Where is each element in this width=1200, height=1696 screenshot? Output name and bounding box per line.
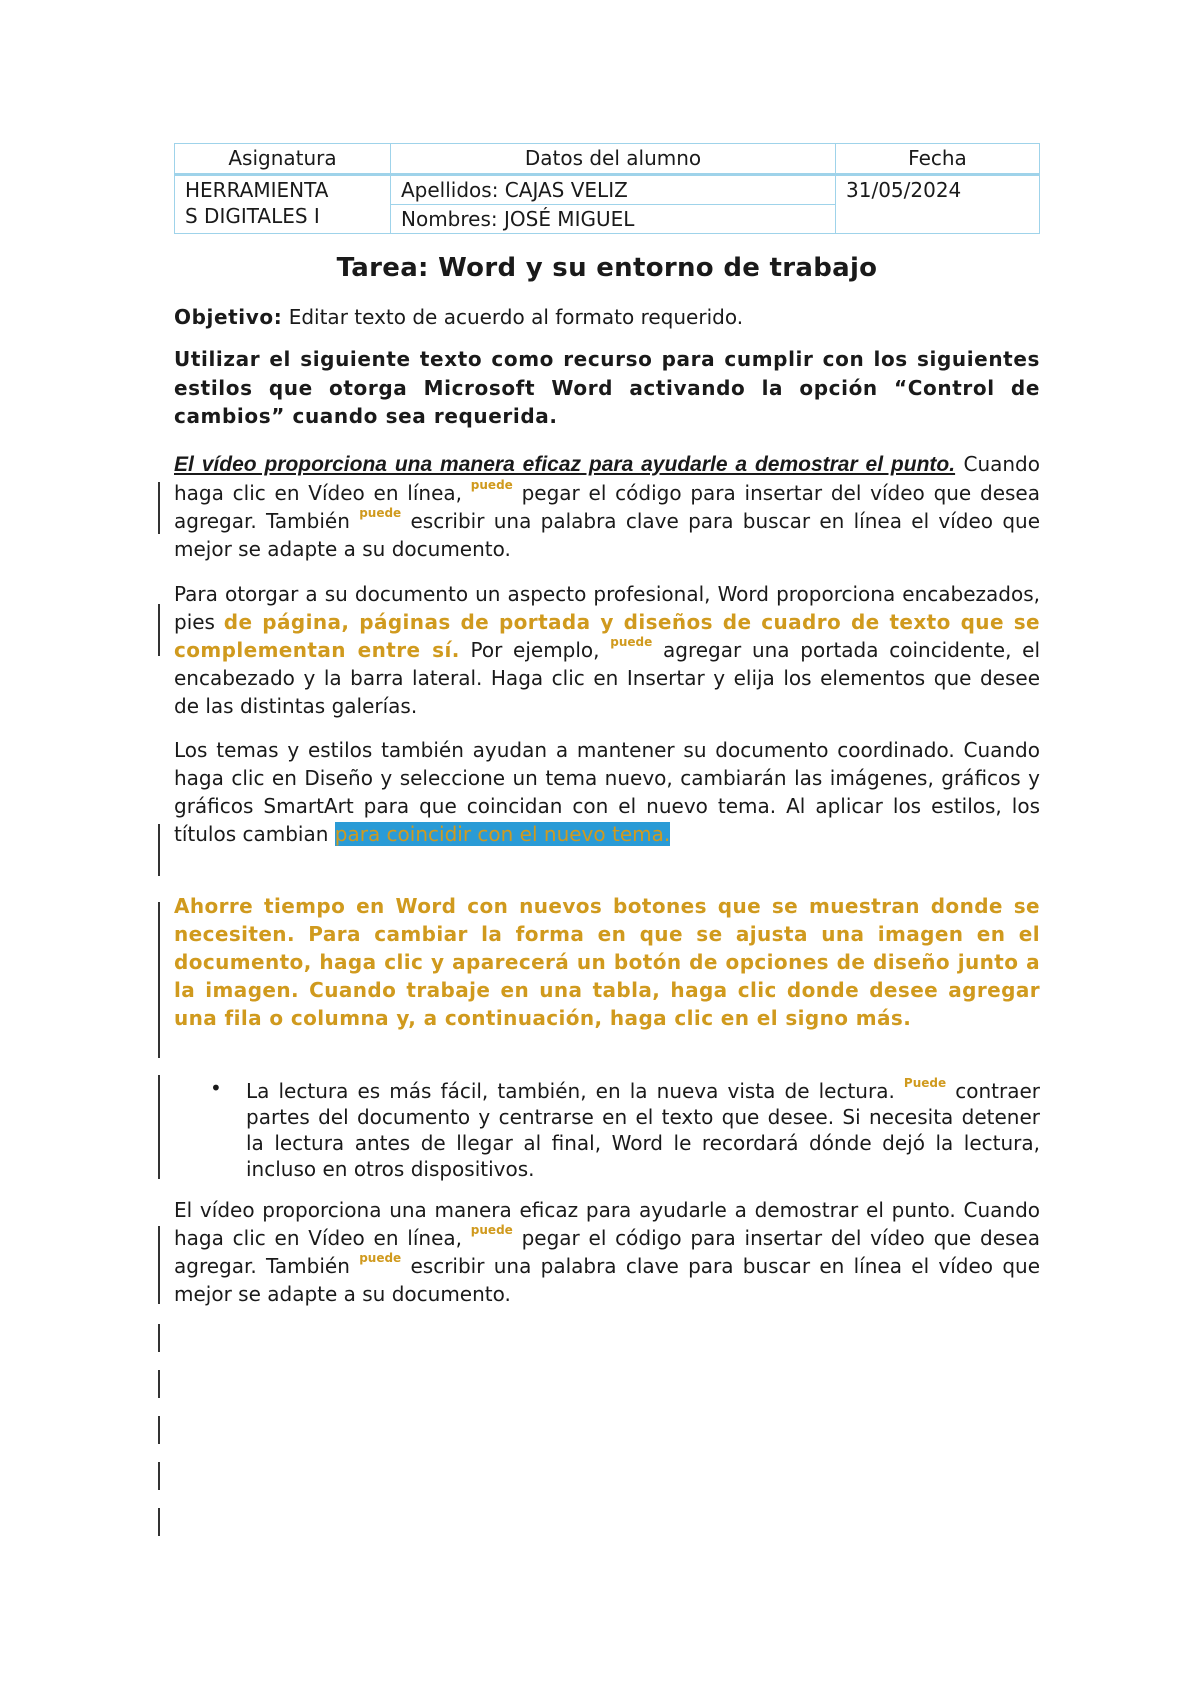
header-subject-label: Asignatura [175,144,391,175]
formatted-text-run: de página, páginas de portada y diseños de cuadro de texto que se complementan entre sí. [174,610,1040,662]
text-run: La lectura es más fácil, también, en la nueva vista de lectura. [246,1079,904,1103]
document-title: Tarea: Word y su entorno de trabajo [336,253,878,283]
change-bar [158,1226,160,1304]
text-run: pegar el código para insertar del vídeo que desea agregar. También [174,481,1040,533]
text-run: pegar el código para insertar del vídeo que desea agregar. También [174,1226,1040,1278]
change-bar [158,1462,160,1490]
header-date-label: Fecha [836,144,1040,175]
objective-label: Objetivo: [174,305,283,329]
inserted-word: puede [470,1223,513,1237]
change-bar [158,604,160,656]
text-run: escribir una palabra clave para buscar en línea el vídeo que mejor se adapte a su documento. [174,509,1040,561]
paragraph-1 [174,450,1040,563]
change-bar [158,482,160,534]
emphasized-sentence: El vídeo proporciona una manera eficaz para ayudarle a demostrar el punto. [174,453,956,476]
instructions-paragraph: Utilizar el siguiente texto como recurso para cumplir con los siguientes estilos que otorga Microsoft Word activando la opción “Control de cambios” cuando sea requerida. [174,347,1040,428]
subject-line-2: S DIGITALES I [185,204,320,228]
objective-paragraph [174,303,1040,331]
text-run: escribir una palabra clave para buscar en línea el vídeo que mejor se adapte a su documento. [174,1254,1040,1306]
paragraph-2 [174,580,1040,720]
change-bar [158,824,160,876]
inserted-word: Puede [903,1076,947,1090]
inserted-word: puede [359,1251,402,1265]
inserted-word: puede [359,506,402,520]
change-bar [158,1324,160,1352]
header-table [174,143,1040,234]
change-bar [158,1508,160,1536]
subject-value [175,175,391,234]
change-bar [158,1075,160,1179]
header-student-label: Datos del alumno [391,144,836,175]
text-run: Por ejemplo, [459,638,611,662]
highlighted-text: para coincidir con el nuevo tema. [334,822,671,846]
text-run: agregar una portada coincidente, el encabezado y la barra lateral. Haga clic en Insertar y elija los elementos que desee de las distintas galerías. [174,638,1041,718]
change-bar [158,902,160,1058]
text-run: Cuando haga clic en Vídeo en línea, [174,452,1040,505]
inserted-word: puede [470,478,513,492]
date-value: 31/05/2024 [836,175,1040,234]
text-run: contraer partes del documento y centrarse en el texto que desee. Si necesita detener la lectura antes de llegar al final, Word le recordará dónde dejó la lectura, incluso en otros dispositivos. [246,1079,1040,1181]
bullet-item [246,1078,1040,1182]
subject-line-1: HERRAMIENTA [185,178,329,202]
paragraph-4: Ahorre tiempo en Word con nuevos botones que se muestran donde se necesiten. Para cambiar la forma en que se ajusta una imagen en el documento, haga clic y aparecerá un botón de opciones de diseño junto a la imagen. Cuando trabaje en una tabla, haga clic donde desee agregar una fila o columna y, a continuación, haga clic en el signo más. [174,894,1040,1030]
text-run: Los temas y estilos también ayudan a mantener su documento coordinado. Cuando haga clic en Diseño y seleccione un tema nuevo, cambiarán las imágenes, gráficos y gráficos SmartArt para que coincidan con el nuevo tema. Al aplicar los estilos, los títulos cambian [174,738,1040,846]
text-run: El vídeo proporciona una manera eficaz para ayudarle a demostrar el punto. Cuando haga clic en Vídeo en línea, [174,1198,1040,1250]
change-bar [158,1416,160,1444]
change-bar [158,1370,160,1398]
paragraph-5 [174,1196,1040,1308]
objective-text: Editar texto de acuerdo al formato requerido. [282,305,744,329]
nombres-value: Nombres: JOSÉ MIGUEL [391,205,836,234]
inserted-word: puede [610,635,653,649]
apellidos-value: Apellidos: CAJAS VELIZ [391,175,836,205]
text-run: Para otorgar a su documento un aspecto profesional, Word proporciona encabezados, pies [174,582,1040,634]
paragraph-3 [174,736,1040,848]
bullet-dot: • [210,1076,222,1100]
